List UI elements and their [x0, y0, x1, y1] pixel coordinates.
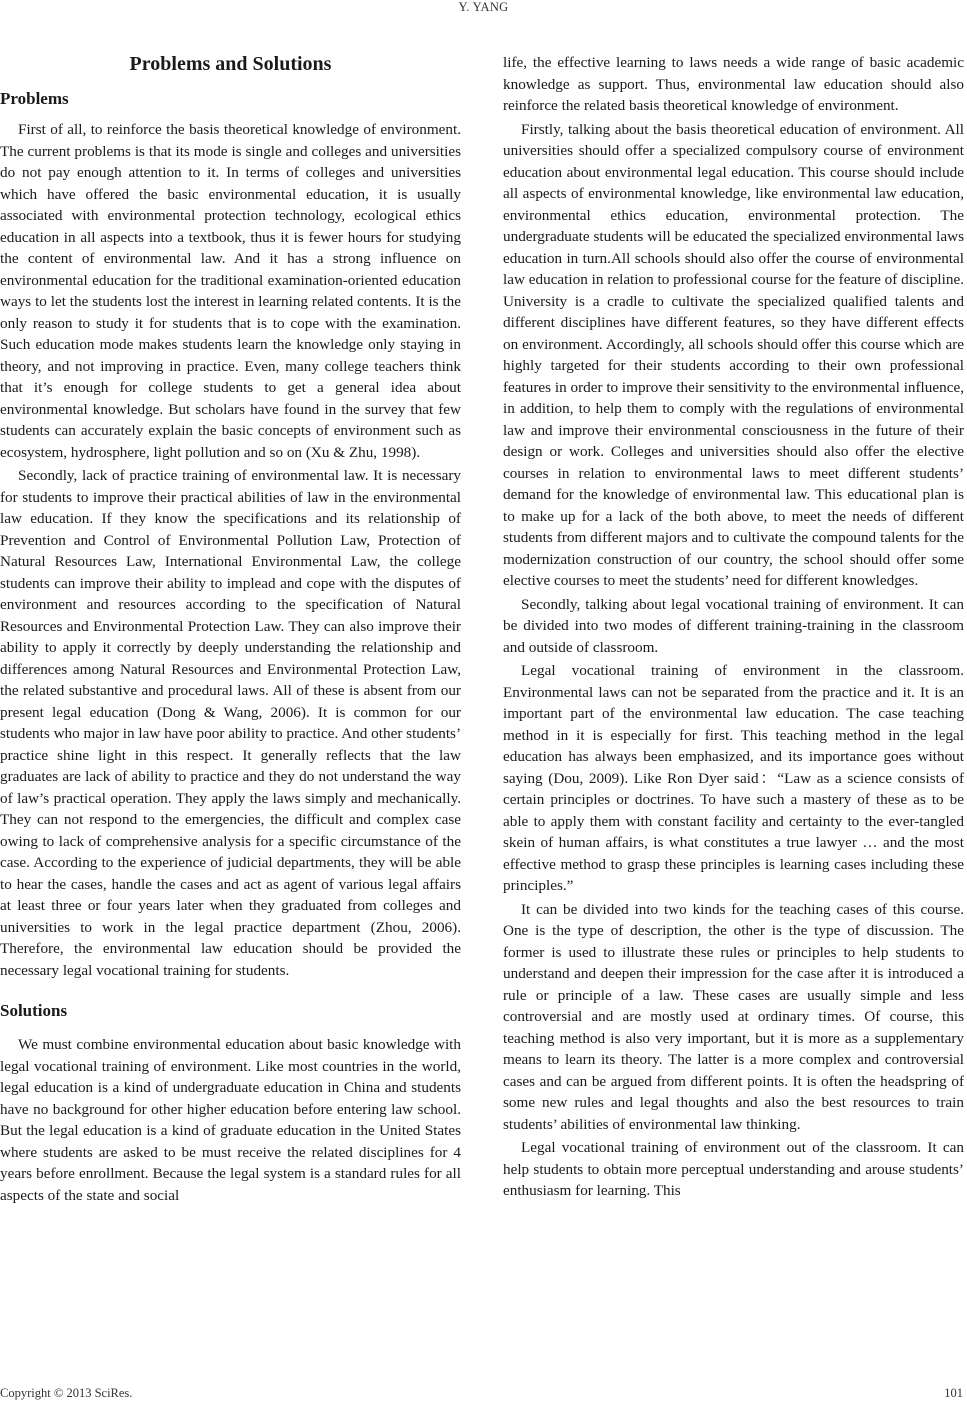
problems-paragraph-2: Secondly, lack of practice training of environmental law. It is necessary for students to improve their practical abilities of law in the environmental law education. If they know the specifications and its relationship of Prevention and Control of Environmental Pollution Law, Protection of Natural Resources Law, International Environmental Law, the college students can improve their ability to implead and cope with the disputes of environment and resources according to the specification of Natural Resources and Environmental Protection Law. They can also improve their ability to apply it correctly by deeply understanding the relationship and differences among Natural Resources and Environmental Protection Law, the related substantive and procedural laws. All of these is absent from our present legal education (Dong & Wang, 2006). It is common for our students who major in law have poor ability to practice. And other students’ practice shine light in this respect. It generally reflects that the law graduates are lack of ability to practice and they do not understand the way of law’s practical operation. They apply the laws simply and mechanically. They can not respond to the emergencies, the difficult and complex case owing to lack of comprehensive analysis for a specific circumstance of the case. According to the experience of judicial departments, they will be able to hear the cases, handle the cases and act as agent of various legal affairs at least three or four years later when they graduated from colleges and universities to work in the legal practice department (Zhou, 2006). Therefore, the environmental law education should be provided the necessary legal vocational training for students.	[0, 467, 462, 979]
page-number: 101	[944, 1386, 963, 1400]
classroom-training-paragraph: Legal vocational training of environment in the classroom. Environmental laws can not be separated from the practice and it. It is an important part of the environmental law education. The case teaching method in it is especially for first. This teaching method in the legal education has always been emphasized, and its importance goes without saying (Dou, 2009). Like Ron Dyer said：“Law as a science consists of certain principles or doctrines. To have such a mastery of these as to be able to apply them with constant facility and certainty to the ever-tangled skein of human affairs, is what constitutes a true lawyer … and the most effective method to grasp these principles is learning cases including these principles.”	[503, 662, 964, 894]
solutions-paragraph-1: We must combine environmental education about basic knowledge with legal vocational training of environment. Like most countries in the world, legal education is a kind of undergraduate education in China and students have no background for other higher education before entering law school. But the legal education is a kind of graduate education in the United States where students are asked to be must receive the related disciplines for 4 years before enrollment. Because the legal system is a standard rules for all aspects of the state and social	[0, 1036, 461, 1204]
continued-paragraph: life, the effective learning to laws needs a wide range of basic academic knowledge as support. Thus, environmental law education should also reinforce the related basis theoretical knowledge of environment.	[503, 54, 964, 114]
copyright-notice: Copyright © 2013 SciRes.	[0, 1386, 133, 1400]
problems-heading: Problems	[0, 89, 69, 108]
running-head: Y. YANG	[458, 0, 509, 14]
left-column	[0, 48, 461, 1206]
problems-paragraph-1: First of all, to reinforce the basis theoretical knowledge of environment. The current problems is that its mode is single and colleges and universities do not pay enough attention to it. In terms of colleges and universities which have offered the basic environmental education, it is usually associated with environmental protection technology, ecological ethics education in all aspects into a textbook, thus it is fewer hours for studying the content of environmental law. And it has a strong influence on environmental education for the traditional examination-oriented education ways to let the students lost the interest in learning related contents. It is the only reason to study it for students that is to cope with the examination. Such education mode makes students learn the knowledge only staying in theory, and not improving in practice. Even, many college teachers think that it’s enough for college students to get a general idea about environmental knowledge. But scholars have found in the survey that few students can accurately explain the basic concepts of environment such as ecosystem, hydrosphere, light pollution and so on (Xu & Zhu, 1998).	[0, 121, 461, 461]
teaching-cases-paragraph: It can be divided into two kinds for the teaching cases of this course. One is the type of description, the other is the type of discussion. The former is used to illustrate these rules or principles to help students to understand and deepen their impression for the case after it is introduced a rule or principle of a law. These cases are usually simple and less controversial and are mostly used at ordinary times. Of course, this teaching method is also very important, but it is more as a supplementary means to learn its theory. The latter is a more complex and controversial cases and can be argued from different points. It is often the headspring of some new rules and legal thoughts and also the best resources to train students’ abilities of environmental law thinking.	[503, 900, 964, 1133]
basis-education-paragraph: Firstly, talking about the basis theoretical education of environment. All universities should offer a specialized compulsory course of environment education about environmental legal education. This course should include all aspects of environmental knowledge, like environmental law education, environmental ethics education, environmental protection. The undergraduate students will be educated the specialized environmental laws education in turn.All schools should also offer the course of environmental law education in relation to professional course for the feature of discipline. University is a cradle to cultivate the specialized qualified talents and different disciplines have different features, so they have different effects on environment. Accordingly, all schools should offer this course which are highly targeted for their students according to their own professional features in order to improve their sensitivity to the environmental influence, in addition, to help them to comply with the regulations of environmental law and improve their environmental consciousness in the future of their design or work. Colleges and universities should also offer the elective courses in relation to environmental laws to meet different students’ demand for the knowledge of environmental law. This educational plan is to make up for a lack of the both above, to meet the needs of different students from different majors and to cultivate the compound talents for the modernization construction of our country, the school should offer some elective courses to meet the students’ need for different knowledges.	[503, 120, 964, 589]
vocational-training-paragraph: Secondly, talking about legal vocational training of environment. It can be divided into two modes of different training-training in the classroom and outside of classroom.	[503, 595, 964, 656]
section-title: Problems and Solutions	[129, 53, 332, 75]
solutions-heading: Solutions	[0, 1001, 68, 1020]
outside-classroom-paragraph: Legal vocational training of environment out of the classroom. It can help students to obtain more perceptual understanding and arouse students’ enthusiasm for learning. This	[503, 1139, 964, 1199]
right-column	[503, 52, 964, 1202]
